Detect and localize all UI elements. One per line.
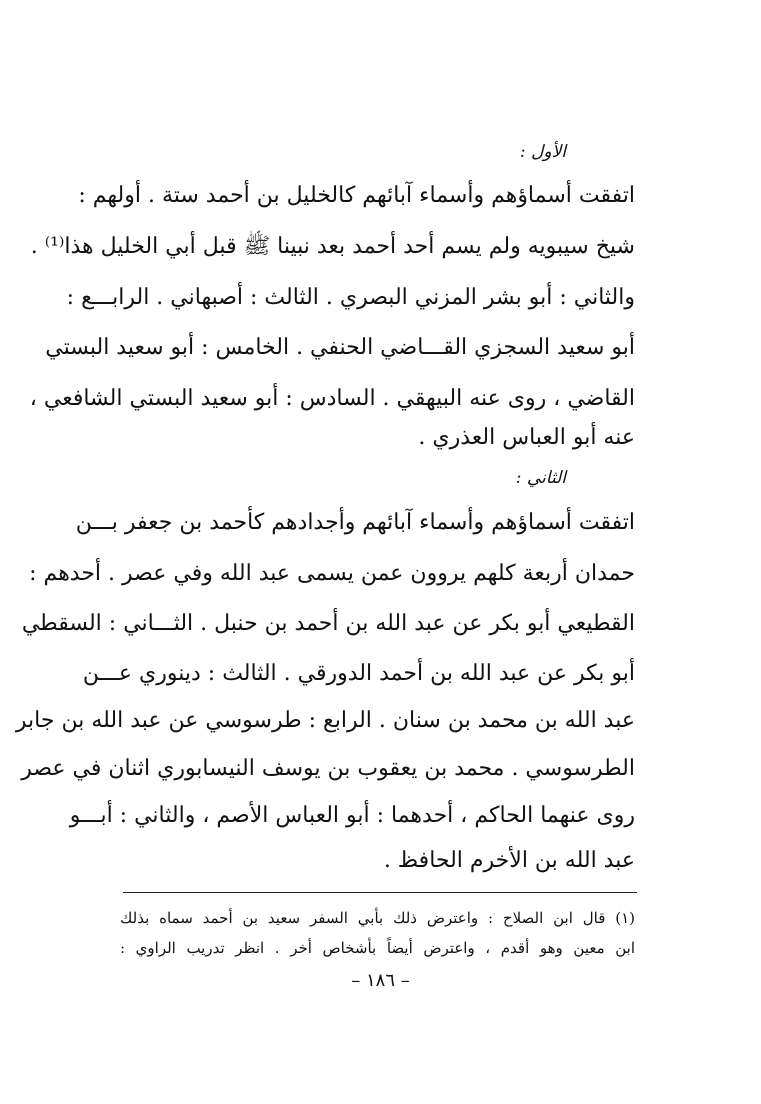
- body-line: والثاني : أبو بشر المزني البصري . الثالث : أصبهاني . الرابـــع :: [66, 285, 635, 310]
- section-heading-first: الأول :: [519, 142, 566, 162]
- body-line: القطيعي أبو بكر عن عبد الله بن أحمد بن حنبل . الثـــاني : السقطي: [21, 611, 635, 636]
- body-line: اتفقت أسماؤهم وأسماء آبائهم وأجدادهم كأحمد بن جعفر بـــن: [75, 510, 635, 535]
- body-line: روى عنهما الحاكم ، أحدهما : أبو العباس الأصم ، والثاني : أبـــو: [69, 803, 635, 828]
- footnote-divider: [123, 892, 637, 893]
- body-line: شيخ سيبويه ولم يسم أحد أحمد بعد نبينا ﷺ قبل أبي الخليل هذا⁽¹⁾ .: [30, 234, 635, 259]
- footnote-line: (١) قال ابن الصلاح : واعترض ذلك بأبي السفر سعيد بن أحمد سماه بذلك: [120, 909, 635, 927]
- body-line: القاضي ، روى عنه البيهقي . السادس : أبو سعيد البستي الشافعي ،: [29, 386, 635, 411]
- body-line: عبد الله بن محمد بن سنان . الرابع : طرسوسي عن عبد الله بن جابر: [15, 708, 635, 733]
- footnote-line: ابن معين وهو أقدم ، واعترض أيضاً بأشخاص أخر . انظر تدريب الراوي :: [120, 939, 635, 957]
- body-line: حمدان أربعة كلهم يروون عمن يسمى عبد الله وفي عصر . أحدهم :: [29, 561, 635, 586]
- body-line: الطرسوسي . محمد بن يعقوب بن يوسف النيسابوري اثنان في عصر: [21, 756, 635, 781]
- body-line: أبو سعيد السجزي القـــاضي الحنفي . الخامس : أبو سعيد البستي: [45, 335, 635, 360]
- section-heading-second: الثاني :: [515, 468, 566, 488]
- body-line: أبو بكر عن عبد الله بن أحمد الدورقي . الثالث : دينوري عـــن: [82, 661, 635, 686]
- body-line: اتفقت أسماؤهم وأسماء آبائهم كالخليل بن أحمد ستة . أولهم :: [78, 183, 635, 208]
- body-line: عنه أبو العباس العذري .: [418, 425, 635, 450]
- body-line: عبد الله بن الأخرم الحافظ .: [383, 848, 635, 873]
- page-number: – ١٨٦ –: [351, 970, 410, 991]
